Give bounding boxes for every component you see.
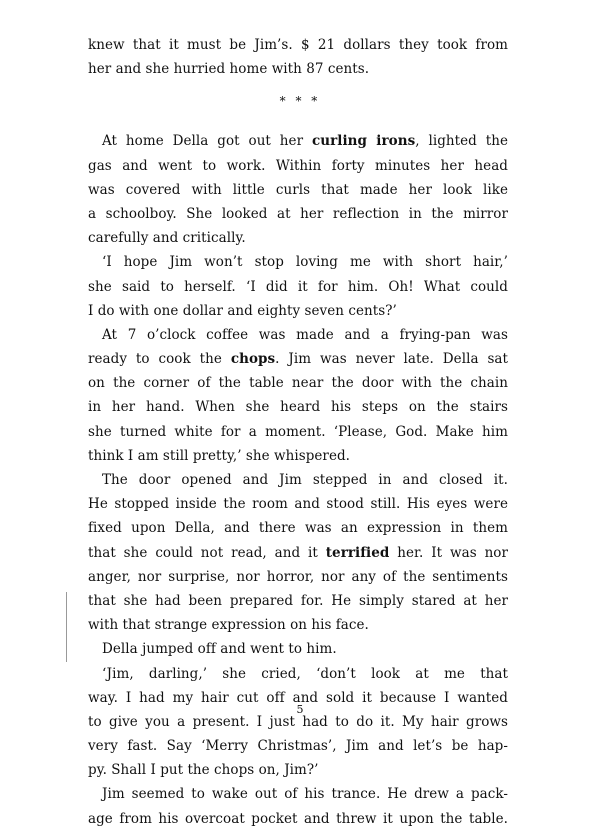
text-line: knew that it must be Jim’s. $ 21 dollars they took from (88, 37, 508, 53)
page-number: 5 (296, 703, 304, 716)
bold-term: chops (230, 351, 276, 368)
text-line: I do with one dollar and eighty seven cents?’ (88, 302, 397, 319)
text-line: ‘I hope Jim won’t stop loving me with short hair,’ (102, 254, 508, 271)
text-span: that she could not read, and it (88, 544, 326, 561)
text-line (88, 129, 508, 153)
text-line: py. Shall I put the chops on, Jim?’ (88, 762, 319, 779)
text-line: very fast. Say ‘Merry Christmas’, Jim and let’s be hap- (88, 738, 508, 755)
text-line: on the corner of the table near the door with the chain (88, 375, 508, 392)
text-line: gas and went to work. Within forty minutes her head (88, 157, 508, 174)
text-line: At 7 o’clock coffee was made and a frying-pan was (102, 326, 508, 343)
text-line: she turned white for a moment. ‘Please, God. Make him (88, 423, 508, 440)
text-line: ‘Jim, darling,’ she cried, ‘don’t look at me that (102, 665, 508, 682)
text-line: anger, nor surprise, nor horror, nor any of the sentiments (88, 568, 508, 585)
text-span: her. It was nor (389, 544, 508, 561)
text-span: , lighted the (415, 133, 508, 150)
text-line: Jim seemed to wake out of his trance. He drew a pack- (102, 786, 508, 803)
text-line: a schoolboy. She looked at her reflection in the mirror (88, 205, 508, 222)
text-line: carefully and critically. (88, 230, 246, 247)
text-line: her and she hurried home with 87 cents. (88, 61, 370, 78)
text-line: that she had been prepared for. He simply stared at her (88, 592, 508, 609)
margin-mark (66, 592, 67, 662)
text-line: The door opened and Jim stepped in and closed it. (102, 472, 508, 488)
text-line: He stopped inside the room and stood still. His eyes were (88, 496, 508, 513)
text-line: with that strange expression on his face. (88, 617, 369, 634)
text-line: Della jumped off and went to him. (102, 641, 337, 658)
text-line: in her hand. When she heard his steps on the stairs (88, 399, 508, 416)
text-line: way. I had my hair cut off and sold it because I wanted (88, 689, 508, 706)
text-line: fixed upon Della, and there was an expression in them (88, 520, 508, 537)
text-line (88, 541, 508, 565)
text-span: At home Della got out her (102, 133, 312, 150)
section-separator: * * * (279, 94, 321, 108)
text-line: age from his overcoat pocket and threw it upon the table. (88, 810, 508, 827)
text-span: . Jim was never late. Della sat (275, 351, 509, 368)
text-line: think I am still pretty,’ she whispered. (88, 447, 351, 464)
bold-term: curling irons (312, 133, 416, 150)
text-line (88, 347, 508, 371)
text-line: she said to herself. ‘I did it for him. Oh! What could (88, 278, 508, 295)
text-line: to give you a present. I just had to do it. My hair grows (88, 713, 508, 730)
text-line: was covered with little curls that made her look like (88, 181, 508, 198)
bold-term: terrified (325, 544, 390, 561)
text-span: ready to cook the (88, 351, 231, 368)
